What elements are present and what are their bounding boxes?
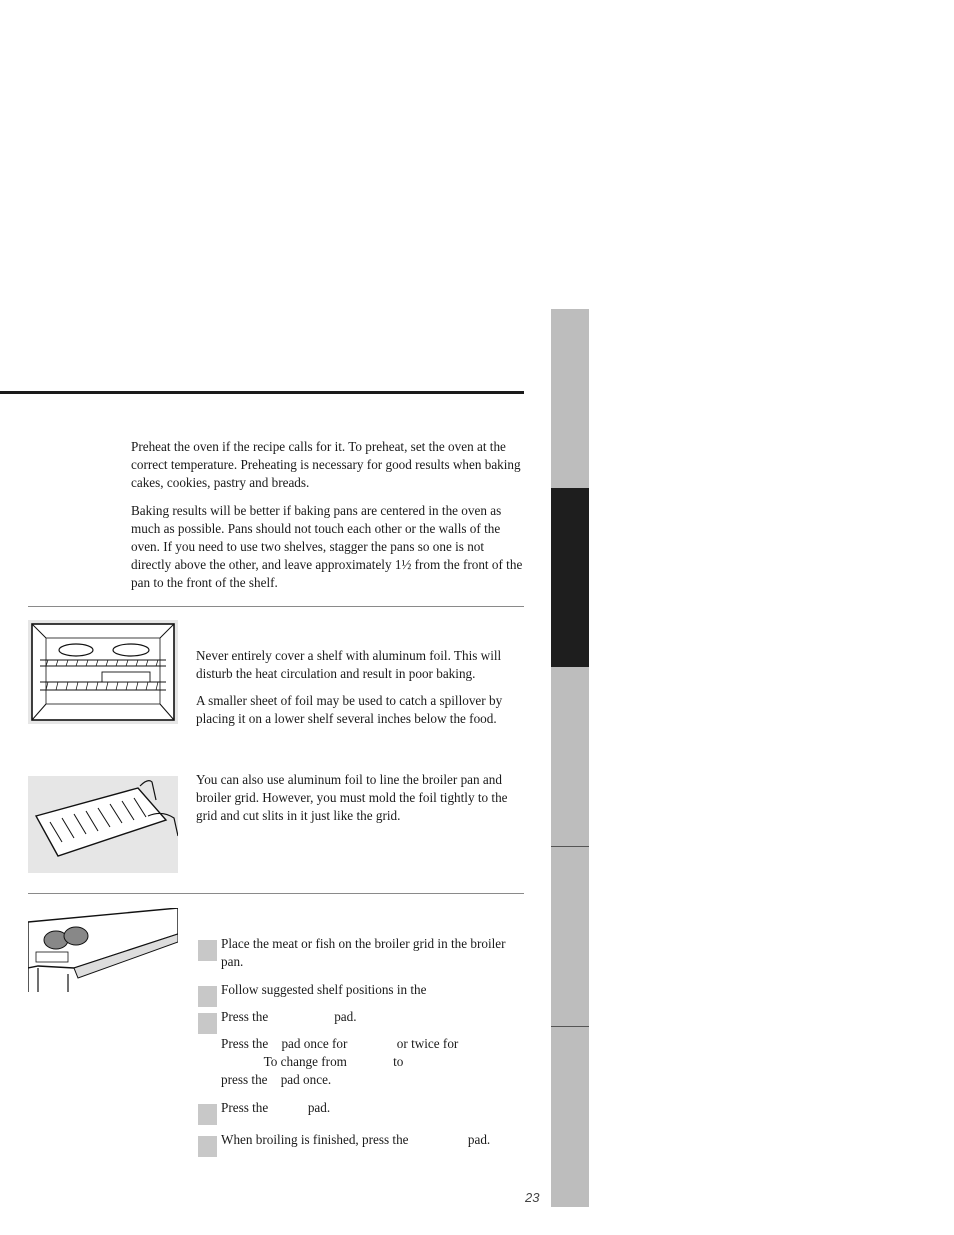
divider-rule xyxy=(28,893,524,894)
broil-step-3-note-line-2: To change from to xyxy=(221,1054,404,1069)
side-tab-5 xyxy=(551,1027,589,1207)
step-marker-2 xyxy=(198,986,217,1007)
step-marker-1 xyxy=(198,940,217,961)
side-tab-4 xyxy=(551,847,589,1026)
broiler-pan-foil-illustration xyxy=(28,776,178,873)
divider-rule xyxy=(28,606,524,607)
foil-warning-paragraph: Never entirely cover a shelf with aluminum foil. This will disturb the heat circulation and result in poor baking. xyxy=(196,648,502,681)
foil-spillover-paragraph: A smaller sheet of foil may be used to catch a spillover by placing it on a lower shelf several inches below the food. xyxy=(196,693,503,726)
broil-step-3-note-line-3: press the pad once. xyxy=(221,1072,332,1087)
oven-shelves-drawing xyxy=(28,620,178,724)
broiler-pan-drawing xyxy=(28,776,178,873)
broil-step-3: Press the pad. xyxy=(221,1009,357,1024)
side-tab-active xyxy=(551,488,589,667)
broil-step-4: Press the pad. xyxy=(221,1100,331,1115)
broil-step-2: Follow suggested shelf positions in the xyxy=(221,982,427,997)
broil-step-5: When broiling is finished, press the pad. xyxy=(221,1132,491,1147)
side-tab-3 xyxy=(551,667,589,846)
oven-shelves-illustration xyxy=(28,620,178,724)
side-tab-1 xyxy=(551,309,589,488)
broil-step-1: Place the meat or fish on the broiler grid in the broiler pan. xyxy=(221,936,506,969)
page-number: 23 xyxy=(525,1190,540,1205)
step-marker-4 xyxy=(198,1104,217,1125)
baking-preheat-paragraph: Preheat the oven if the recipe calls for it. To preheat, set the oven at the correct temperature. Preheating is necessary for good results when baking cakes, cookies, pastry and breads. xyxy=(131,439,521,490)
baking-pan-placement-paragraph: Baking results will be better if baking pans are centered in the oven as much as possible. Pans should not touch each other or the walls of the oven. If you need to use two shelves, stagger the pans so one is not directly above the other, and leave approximately 1½ from the front of the pan to the front of the shelf. xyxy=(131,503,523,590)
foil-broiler-paragraph: You can also use aluminum foil to line the broiler pan and broiler grid. However, you must mold the foil tightly to the grid and cut slits in it just like the grid. xyxy=(196,772,508,823)
section-rule xyxy=(0,391,524,394)
broil-step-3-note-line-1: Press the pad once for or twice for xyxy=(221,1036,459,1051)
oven-control-drawing xyxy=(28,908,178,992)
oven-control-illustration xyxy=(28,908,178,992)
step-marker-3 xyxy=(198,1013,217,1034)
step-marker-5 xyxy=(198,1136,217,1157)
